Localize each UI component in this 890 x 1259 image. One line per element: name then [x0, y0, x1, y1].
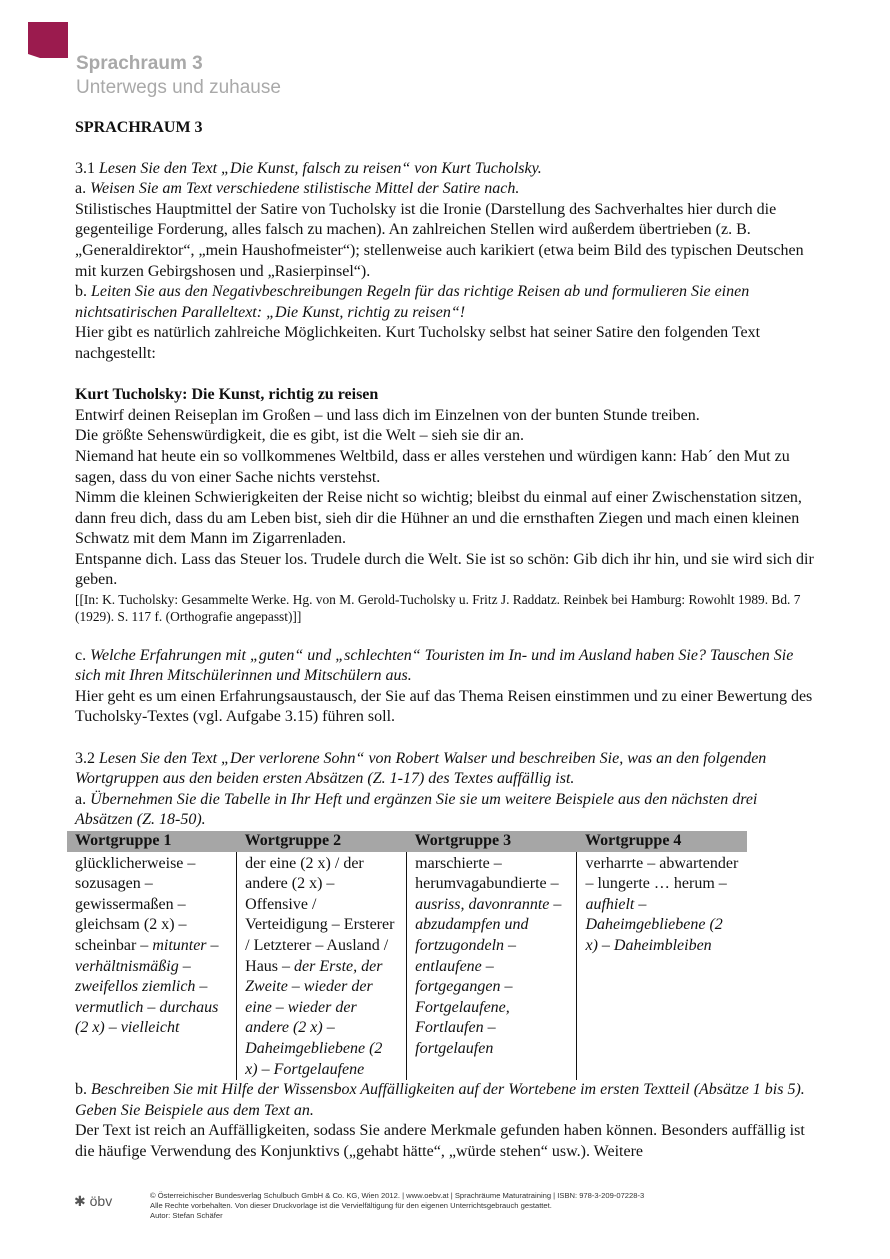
task-3-1c-answer: Hier geht es um einen Erfahrungsaustausch, der Sie auf das Thema Reisen einstimmen und zu einer Bewertung des Tucholsky-Textes (vgl. Aufgabe 3.15) führen soll.: [75, 687, 813, 726]
citation: [[In: K. Tucholsky: Gesammelte Werke. Hg. von M. Gerold-Tucholsky u. Fritz J. Raddatz. Reinbek bei Hamburg: Rowohlt 1989. Bd. 7 (1929). S. 117 f. (Orthografie angepasst)]]: [75, 592, 801, 625]
table-header-cell: Wortgruppe 2: [237, 831, 407, 852]
cell-text: marschierte – herumvagabundierte: [415, 854, 547, 893]
brand-logo-square: [28, 22, 68, 58]
logo-text: öbv: [89, 1193, 113, 1209]
task-3-1a-answer: Stilistisches Hauptmittel der Satire von Tucholsky ist die Ironie (Darstellung des Sachverhaltes hier durch die gegenteilige Forderung, alles falsch zu machen). An zahlreichen Stellen wird außerdem übertrieben (z. B. „Generaldirektor“, „mein Haushofmeister“); stellenweise auch karikiert (etwa beim Bild des typischen Deutschen mit kurzen Gebirgshosen und „Rasierpinsel“).: [75, 200, 804, 280]
text-line: Niemand hat heute ein so vollkommenes Weltbild, dass er alles verstehen und würdigen kann: Hab´ den Mut zu sagen, dass du von einer Sache nichts verstehst.: [75, 447, 790, 486]
table-cell: [67, 852, 237, 1081]
task-3-2b-instruction: [75, 1080, 815, 1121]
table-cell: [577, 852, 747, 1081]
star-icon: ✱: [74, 1193, 86, 1209]
item-label: a.: [75, 180, 87, 198]
item-label: a.: [75, 790, 87, 808]
task-3-2a-instruction: [75, 790, 815, 831]
task-3-1b-instruction: [75, 282, 815, 323]
task-3-1a-instruction: [75, 179, 815, 200]
cell-text-italic: der Erste, der Zweite – wieder der eine – wieder der andere (2 x) – Daheimgebliebene (2 x) – Fortgelaufene: [245, 957, 383, 1078]
task-number: 3.2: [75, 749, 95, 767]
instruction-text: Übernehmen Sie die Tabelle in Ihr Heft und ergänzen Sie sie um weitere Beispiele aus den nächsten drei Absätzen (Z. 18-50).: [75, 790, 758, 829]
table-header-cell: Wortgruppe 3: [407, 831, 577, 852]
cell-text-italic: mitunter – verhältnismäßig – zweifellos ziemlich – vermutlich – durchaus (2 x) – vielleicht: [75, 936, 219, 1037]
text-line: Die größte Sehenswürdigkeit, die es gibt, ist die Welt – sieh sie dir an.: [75, 427, 524, 445]
text-line: Entwirf deinen Reiseplan im Großen – und lass dich im Einzelnen von der bunten Stunde treiben.: [75, 406, 700, 424]
publisher-logo: [74, 1193, 112, 1210]
task-3-1-instruction: [75, 159, 815, 180]
footer-line: Alle Rechte vorbehalten. Von dieser Druckvorlage ist die Vervielfältigung für den eigenen Unterrichtsgebrauch gestattet.: [150, 1201, 552, 1210]
footer-line: © Österreichischer Bundesverlag Schulbuch GmbH & Co. KG, Wien 2012. | www.oebv.at | Sprachräume Maturatraining | ISBN: 978-3-209-07228-3: [150, 1191, 645, 1200]
brand-title: Sprachraum 3: [76, 53, 203, 74]
table-header-cell: Wortgruppe 1: [67, 831, 237, 852]
task-3-1c-instruction: [75, 646, 815, 687]
item-label: b.: [75, 1081, 87, 1099]
cell-text: glücklicherweise – sozusagen – gewissermaßen – gleichsam (2 x) – scheinbar –: [75, 854, 196, 954]
brand-subtitle: Unterwegs und zuhause: [76, 77, 281, 98]
wortgruppen-table: [67, 831, 747, 1080]
table-cell: [237, 852, 407, 1081]
task-number: 3.1: [75, 159, 95, 177]
task-3-1b-answer: Hier gibt es natürlich zahlreiche Möglichkeiten. Kurt Tucholsky selbst hat seiner Satire den folgenden Text nachgestellt:: [75, 324, 761, 362]
table-header-row: [67, 831, 747, 852]
task-3-2-instruction: [75, 749, 815, 790]
instruction-text: Leiten Sie aus den Negativbeschreibungen Regeln für das richtige Reisen ab und formulieren Sie einen nichtsatirischen Paralleltext: „Die Kunst, richtig zu reisen“!: [75, 283, 750, 321]
text-line: Nimm die kleinen Schwierigkeiten der Reise nicht so wichtig; bleibst du einmal auf einer Zwischenstation sitzen, dann freu dich, dass du am Leben bist, sieh dir die Hühner an und die ernsthaften Ziegen und mach einen kleinen Schwatz mit dem Mann im Zigarrenladen.: [75, 489, 802, 548]
table-header-cell: Wortgruppe 4: [577, 831, 747, 852]
instruction-text: Welche Erfahrungen mit „guten“ und „schlechten“ Touristen im In- und im Ausland haben Sie? Tauschen Sie sich mit Ihren Mitschülerinnen und Mitschülern aus.: [75, 646, 794, 685]
cell-text-italic: – ausriss, davonrannte – abzudampfen und fortzugondeln – entlaufene – fortgegangen – Fortgelaufene, Fortlaufen – fortgelaufen: [415, 875, 562, 1057]
instruction-text: Lesen Sie den Text „Die Kunst, falsch zu reisen“ von Kurt Tucholsky.: [99, 159, 542, 177]
task-3-2b-answer: Der Text ist reich an Auffälligkeiten, sodass Sie andere Merkmale gefunden haben können. Besonders auffällig ist die häufige Verwendung des Konjunktivs („gehabt hätte“, „würde stehen“ usw.). Weitere: [75, 1122, 805, 1160]
page-heading: SPRACHRAUM 3: [75, 119, 203, 136]
text-line: Entspanne dich. Lass das Steuer los. Trudele durch die Welt. Sie ist so schön: Gib dich ihr hin, und sie wird sich dir geben.: [75, 550, 814, 589]
cell-text: der eine (2 x) / der andere (2 x) – Offensive / Verteidigung – Ersterer / Letzterer – Ausland / Haus –: [245, 854, 395, 975]
item-label: c.: [75, 646, 87, 664]
instruction-text: Lesen Sie den Text „Der verlorene Sohn“ von Robert Walser und beschreiben Sie, was an den folgenden Wortgruppen aus den beiden ersten Absätzen (Z. 1-17) des Textes auffällig ist.: [75, 749, 767, 788]
instruction-text: Weisen Sie am Text verschiedene stilistische Mittel der Satire nach.: [90, 180, 520, 198]
cell-text: verharrte – abwartender – lungerte … herum –: [585, 854, 739, 893]
text-title: Kurt Tucholsky: Die Kunst, richtig zu reisen: [75, 386, 379, 404]
footer-line: Autor: Stefan Schäfer: [150, 1211, 223, 1220]
table-row: [67, 852, 747, 1081]
cell-text-italic: aufhielt – Daheimgebliebene (2 x) – Daheimbleiben: [585, 895, 723, 954]
table-cell: [407, 852, 577, 1081]
document-body: [75, 118, 815, 1163]
item-label: b.: [75, 283, 87, 301]
footer: [150, 1191, 810, 1221]
instruction-text: Beschreiben Sie mit Hilfe der Wissensbox Auffälligkeiten auf der Wortebene im ersten Textteil (Absätze 1 bis 5). Geben Sie Beispiele aus dem Text an.: [75, 1081, 805, 1119]
